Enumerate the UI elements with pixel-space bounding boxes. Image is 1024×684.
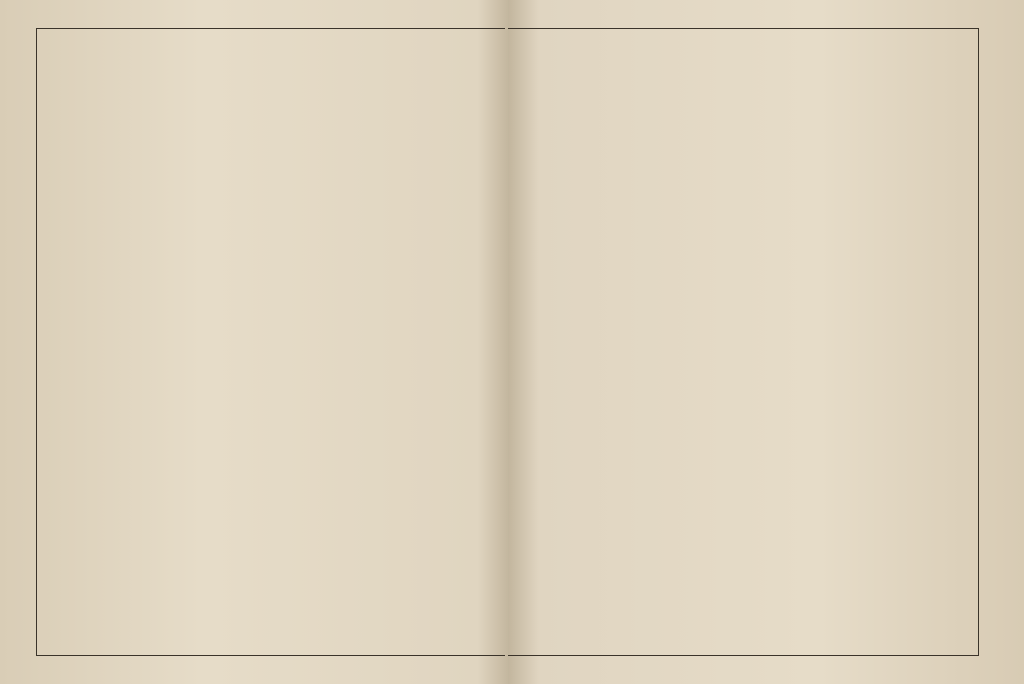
right-page-frame (508, 28, 979, 656)
left-page-frame (36, 28, 505, 656)
